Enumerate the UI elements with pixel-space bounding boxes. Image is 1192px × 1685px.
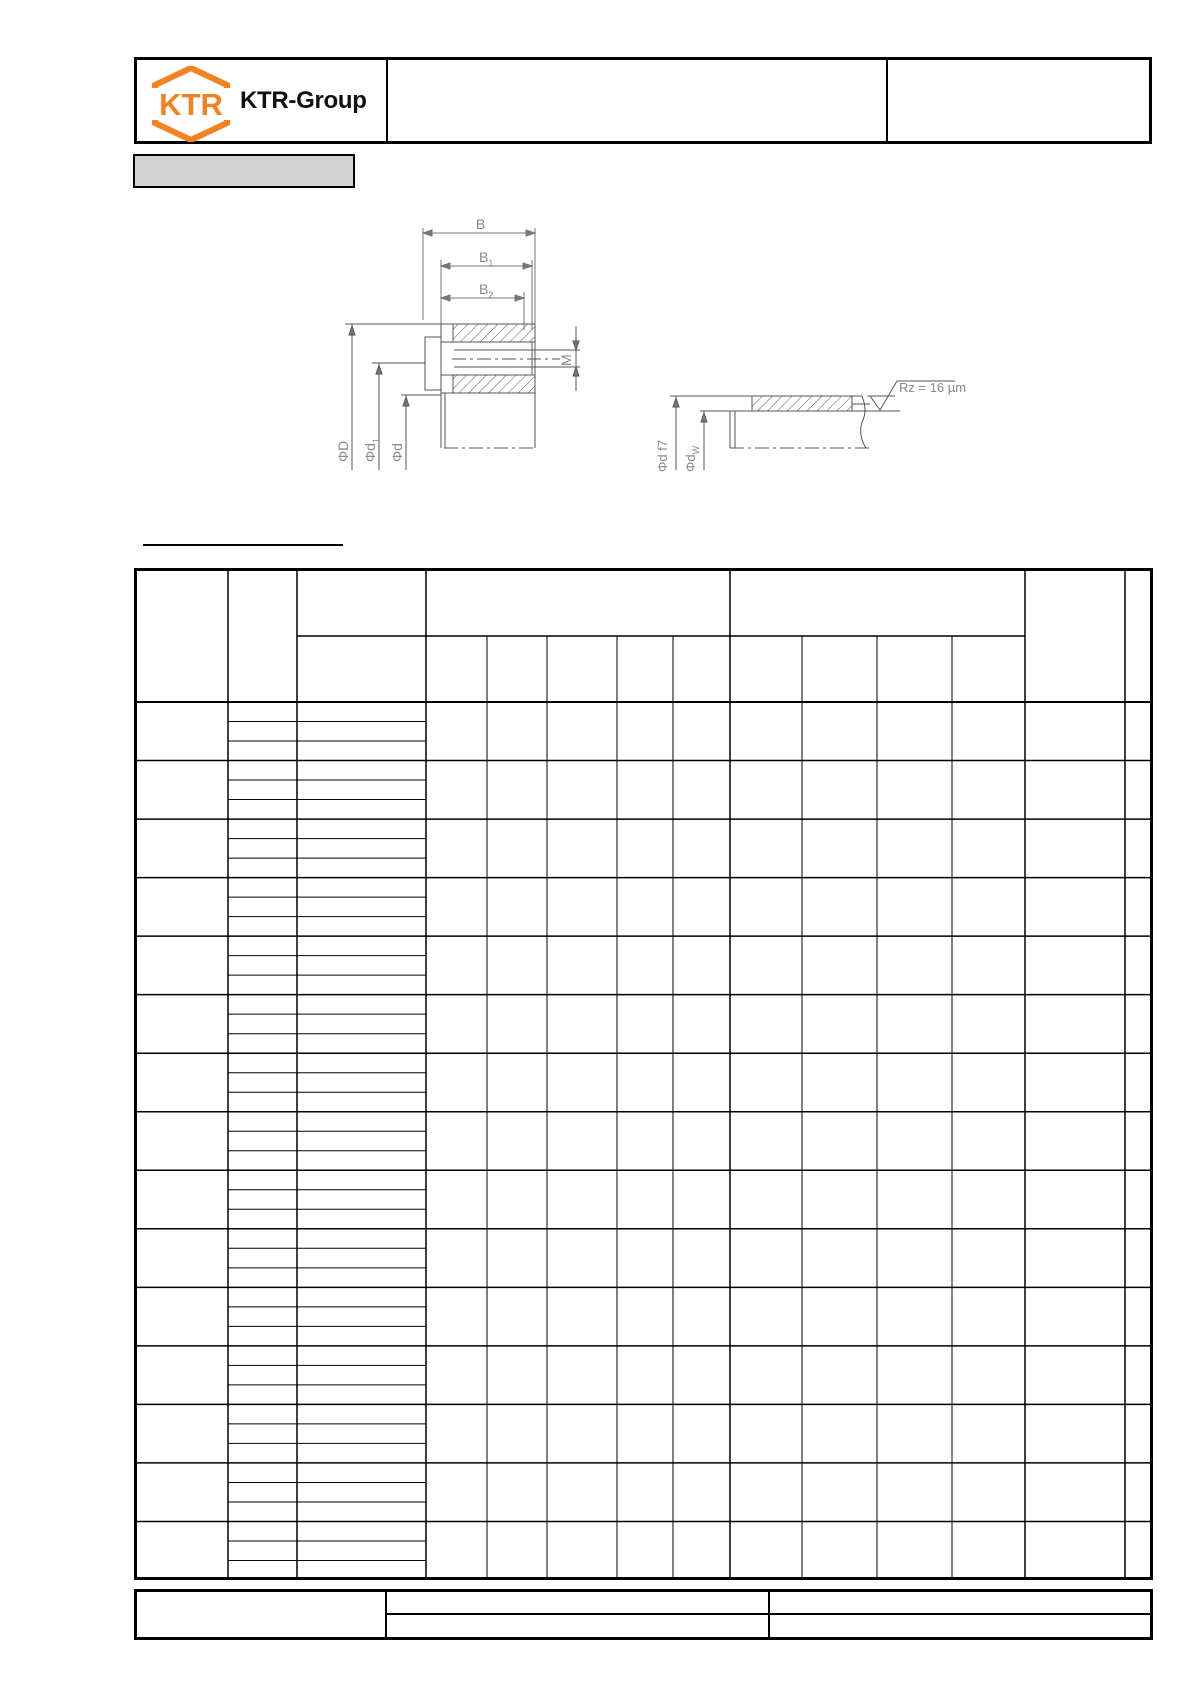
dim-d-outer-label: ΦD <box>335 440 351 462</box>
dimension-table <box>134 568 1153 1580</box>
dim-dw-sub: W <box>691 445 701 455</box>
roughness-label: Rz = 16 µm <box>899 380 967 395</box>
footer-divider-vertical <box>768 1592 770 1637</box>
dim-b2-sub: 2 <box>488 290 494 300</box>
footer-cell-left <box>137 1592 387 1637</box>
dim-m-label: M <box>558 354 574 366</box>
svg-text:B2 <box>479 281 493 300</box>
table-grid <box>134 568 1153 1580</box>
dim-b1-label: B <box>479 249 489 265</box>
dim-d1-label: Φd <box>362 443 378 462</box>
dim-b1-sub: 1 <box>488 258 494 268</box>
svg-text:ΦdW <box>683 445 701 472</box>
dim-d1-sub: 1 <box>371 438 381 444</box>
section-heading-underline <box>143 544 343 546</box>
company-name: KTR-Group <box>240 87 367 114</box>
table-border <box>136 570 1152 1579</box>
technical-drawing <box>0 0 1192 500</box>
dim-b2-label: B <box>479 281 489 297</box>
dim-dw-label: Φd <box>683 454 698 472</box>
dim-d-label: Φd <box>389 443 405 462</box>
footer-block <box>134 1589 1153 1640</box>
dim-b-label: B <box>476 216 486 232</box>
dim-df7-label: Φd f7 <box>655 439 670 472</box>
svg-text:B1 <box>479 249 493 268</box>
logo-mark-text: KTR <box>159 87 223 122</box>
svg-text:Φd1 <box>362 438 381 462</box>
